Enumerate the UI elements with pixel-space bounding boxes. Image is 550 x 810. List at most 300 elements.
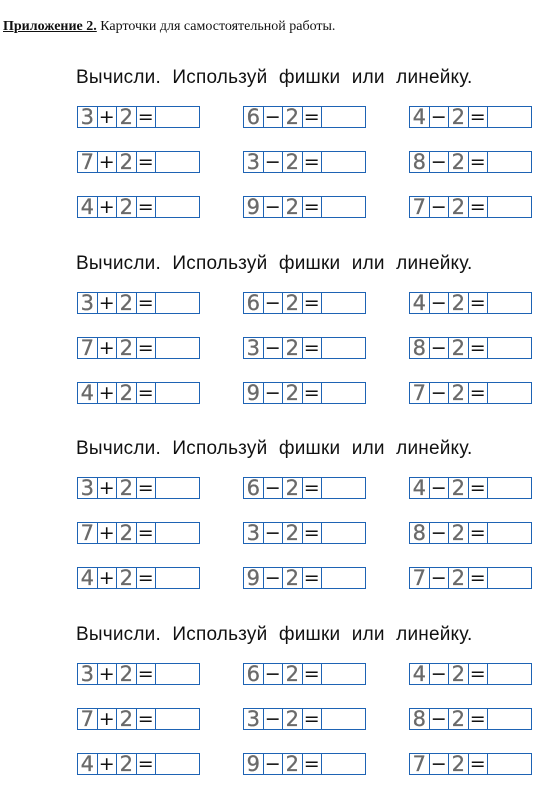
grid-cell [283,565,303,590]
operand-a: 4 [80,380,94,405]
operator-sign: + [98,105,115,128]
grid-cell [410,194,430,219]
equals-sign: = [303,752,320,775]
operator-sign: − [264,195,281,218]
grid-cell [430,107,450,127]
grid-cell [264,383,284,403]
grid-cell [410,335,430,360]
grid-cell [410,475,430,500]
grid-cell [78,751,98,776]
grid-cell [137,152,157,172]
operator-sign: − [264,476,281,499]
grid-cell [430,383,450,403]
appendix-header [3,18,335,36]
grid-cell [449,380,469,405]
operand-a: 9 [246,194,260,219]
grid-cell [449,706,469,731]
equals-sign: = [303,195,320,218]
equals-sign: = [469,105,486,128]
operand-a: 4 [80,194,94,219]
answer-cell[interactable] [156,197,199,217]
operand-b: 2 [285,194,299,219]
operator-sign: − [430,476,447,499]
grid-cell [430,478,450,498]
answer-cell[interactable] [488,338,531,358]
grid-cell [117,335,137,360]
grid-cell [410,565,430,590]
grid-cell [430,709,450,729]
answer-cell[interactable] [488,754,531,774]
grid-cell [78,520,98,545]
grid-cell [449,520,469,545]
operand-b: 2 [119,104,133,129]
operand-b: 2 [119,661,133,686]
grid-cell [98,338,118,358]
grid-cell [117,290,137,315]
grid-cell [410,751,430,776]
operand-b: 2 [285,290,299,315]
grid-cell [78,194,98,219]
grid-cell [117,380,137,405]
card-instruction: Вычисли. Используй фишки или линейку. [76,624,473,645]
equation-box [243,196,366,218]
operand-b: 2 [451,520,465,545]
operand-a: 4 [412,290,426,315]
equals-sign: = [303,381,320,404]
grid-cell [98,568,118,588]
operator-sign: − [264,381,281,404]
operand-a: 8 [412,149,426,174]
operator-sign: − [430,150,447,173]
equation-box [243,337,366,359]
answer-cell[interactable] [488,664,531,684]
operand-b: 2 [119,290,133,315]
grid-cell [244,520,264,545]
grid-cell [469,664,489,684]
equation-box [77,151,200,173]
grid-cell [410,661,430,686]
answer-cell[interactable] [156,709,199,729]
exercise-card [0,623,550,783]
grid-cell [303,478,323,498]
grid-cell [137,478,157,498]
equation-box [409,522,532,544]
grid-cell [98,383,118,403]
operator-sign: − [430,381,447,404]
operand-b: 2 [451,706,465,731]
operator-sign: + [98,150,115,173]
equals-sign: = [303,566,320,589]
equation-box [409,477,532,499]
answer-cell[interactable] [488,107,531,127]
answer-cell[interactable] [322,523,365,543]
grid-cell [469,107,489,127]
grid-cell [449,194,469,219]
grid-cell [303,523,323,543]
grid-cell [449,149,469,174]
operand-b: 2 [451,335,465,360]
operator-sign: − [264,662,281,685]
grid-cell [430,197,450,217]
operator-sign: − [264,336,281,359]
operand-b: 2 [119,520,133,545]
grid-cell [283,751,303,776]
grid-cell [449,661,469,686]
answer-cell[interactable] [488,293,531,313]
operator-sign: − [430,336,447,359]
grid-cell [469,152,489,172]
grid-cell [78,149,98,174]
grid-cell [244,194,264,219]
equation-box [243,382,366,404]
operand-b: 2 [451,194,465,219]
grid-cell [98,523,118,543]
equals-sign: = [469,291,486,314]
equals-sign: = [137,521,154,544]
grid-cell [244,380,264,405]
grid-cell [137,197,157,217]
equation-box [77,292,200,314]
grid-cell [283,290,303,315]
operand-a: 9 [246,380,260,405]
operator-sign: − [264,150,281,173]
operand-b: 2 [285,475,299,500]
answer-cell[interactable] [156,293,199,313]
equals-sign: = [303,336,320,359]
grid-cell [283,149,303,174]
exercise-card [0,437,550,597]
grid-cell [244,565,264,590]
grid-cell [117,194,137,219]
grid-cell [449,565,469,590]
answer-cell[interactable] [488,568,531,588]
grid-cell [410,290,430,315]
grid-cell [283,194,303,219]
equals-sign: = [469,195,486,218]
answer-cell[interactable] [156,383,199,403]
grid-cell [469,383,489,403]
equation-box [77,337,200,359]
operator-sign: + [98,381,115,404]
operator-sign: − [430,566,447,589]
grid-cell [449,335,469,360]
equation-box [409,196,532,218]
operator-sign: − [264,291,281,314]
operand-b: 2 [285,149,299,174]
equals-sign: = [469,566,486,589]
equation-box [243,292,366,314]
grid-cell [430,152,450,172]
answer-cell[interactable] [322,197,365,217]
grid-cell [430,293,450,313]
equation-box [409,663,532,685]
operand-b: 2 [285,520,299,545]
operand-a: 6 [246,475,260,500]
operand-b: 2 [285,565,299,590]
operand-b: 2 [119,706,133,731]
operand-b: 2 [285,706,299,731]
grid-cell [283,104,303,129]
grid-cell [78,475,98,500]
operand-a: 7 [80,520,94,545]
operand-a: 6 [246,104,260,129]
answer-cell[interactable] [156,152,199,172]
grid-cell [264,709,284,729]
equation-box [243,708,366,730]
equals-sign: = [469,707,486,730]
grid-cell [78,706,98,731]
grid-cell [137,523,157,543]
answer-cell[interactable] [156,478,199,498]
equals-sign: = [303,662,320,685]
operand-b: 2 [451,751,465,776]
grid-cell [264,478,284,498]
operand-a: 3 [246,520,260,545]
operator-sign: − [264,707,281,730]
equation-box [77,708,200,730]
exercise-card [0,66,550,226]
grid-cell [117,104,137,129]
operand-b: 2 [451,104,465,129]
exercise-card [0,252,550,412]
answer-cell[interactable] [322,338,365,358]
equals-sign: = [137,105,154,128]
grid-cell [244,661,264,686]
grid-cell [78,661,98,686]
equation-box [77,753,200,775]
grid-cell [410,104,430,129]
answer-cell[interactable] [488,709,531,729]
answer-cell[interactable] [156,754,199,774]
operator-sign: − [264,521,281,544]
operator-sign: + [98,521,115,544]
operand-a: 9 [246,751,260,776]
grid-cell [303,664,323,684]
grid-cell [303,383,323,403]
grid-cell [137,107,157,127]
operand-a: 8 [412,706,426,731]
operator-sign: + [98,662,115,685]
grid-cell [137,568,157,588]
operand-a: 4 [412,475,426,500]
answer-cell[interactable] [488,197,531,217]
operand-b: 2 [285,104,299,129]
grid-cell [264,754,284,774]
answer-cell[interactable] [156,338,199,358]
grid-cell [78,290,98,315]
equals-sign: = [303,291,320,314]
operand-a: 9 [246,565,260,590]
grid-cell [137,664,157,684]
grid-cell [244,475,264,500]
operand-b: 2 [451,565,465,590]
operator-sign: − [430,521,447,544]
grid-cell [469,478,489,498]
equals-sign: = [303,707,320,730]
equals-sign: = [469,752,486,775]
grid-cell [264,152,284,172]
grid-cell [117,149,137,174]
equals-sign: = [137,195,154,218]
grid-cell [303,709,323,729]
answer-cell[interactable] [322,107,365,127]
equation-box [77,522,200,544]
equals-sign: = [303,105,320,128]
equals-sign: = [137,752,154,775]
operand-b: 2 [119,149,133,174]
grid-cell [283,380,303,405]
grid-cell [469,568,489,588]
grid-cell [283,706,303,731]
grid-cell [244,290,264,315]
answer-cell[interactable] [488,478,531,498]
equals-sign: = [303,521,320,544]
equation-box [409,337,532,359]
grid-cell [98,664,118,684]
grid-cell [117,565,137,590]
operand-a: 4 [412,104,426,129]
operand-b: 2 [451,661,465,686]
grid-cell [430,338,450,358]
grid-cell [137,293,157,313]
grid-cell [303,754,323,774]
grid-cell [410,149,430,174]
operand-a: 3 [246,149,260,174]
answer-cell[interactable] [156,664,199,684]
operand-a: 3 [246,335,260,360]
grid-cell [410,706,430,731]
answer-cell[interactable] [322,664,365,684]
operand-b: 2 [451,149,465,174]
operand-b: 2 [119,475,133,500]
operand-a: 7 [412,565,426,590]
equation-box [243,753,366,775]
answer-cell[interactable] [322,754,365,774]
answer-cell[interactable] [488,383,531,403]
card-instruction: Вычисли. Используй фишки или линейку. [76,67,473,88]
grid-cell [264,568,284,588]
operand-b: 2 [285,335,299,360]
appendix-label: Приложение 2. [3,19,97,34]
equation-box [409,106,532,128]
equation-box [243,477,366,499]
operand-a: 8 [412,520,426,545]
operator-sign: − [264,752,281,775]
equation-box [409,567,532,589]
answer-cell[interactable] [488,152,531,172]
answer-cell[interactable] [488,523,531,543]
answer-cell[interactable] [156,107,199,127]
equals-sign: = [137,381,154,404]
grid-cell [303,338,323,358]
equation-box [409,151,532,173]
grid-cell [303,152,323,172]
answer-cell[interactable] [322,709,365,729]
grid-cell [137,338,157,358]
grid-cell [244,751,264,776]
operator-sign: − [430,662,447,685]
grid-cell [469,754,489,774]
operand-b: 2 [119,751,133,776]
equation-box [77,106,200,128]
grid-cell [469,338,489,358]
grid-cell [264,107,284,127]
grid-cell [244,149,264,174]
equals-sign: = [137,476,154,499]
equation-box [243,567,366,589]
answer-cell[interactable] [322,568,365,588]
operand-a: 4 [80,565,94,590]
grid-cell [78,335,98,360]
grid-cell [98,152,118,172]
operator-sign: + [98,336,115,359]
answer-cell[interactable] [156,523,199,543]
operator-sign: + [98,752,115,775]
operand-b: 2 [451,475,465,500]
operand-b: 2 [451,290,465,315]
grid-cell [137,709,157,729]
grid-cell [244,706,264,731]
operand-b: 2 [285,751,299,776]
grid-cell [449,290,469,315]
grid-cell [98,197,118,217]
grid-cell [283,335,303,360]
answer-cell[interactable] [322,152,365,172]
operator-sign: − [430,707,447,730]
grid-cell [98,754,118,774]
answer-cell[interactable] [322,478,365,498]
operand-a: 7 [80,149,94,174]
equals-sign: = [469,336,486,359]
grid-cell [117,706,137,731]
operand-b: 2 [451,380,465,405]
operator-sign: + [98,566,115,589]
grid-cell [430,664,450,684]
equation-box [409,382,532,404]
grid-cell [469,293,489,313]
answer-cell[interactable] [322,383,365,403]
equals-sign: = [303,150,320,173]
equals-sign: = [137,336,154,359]
operand-b: 2 [119,335,133,360]
grid-cell [303,107,323,127]
equals-sign: = [469,150,486,173]
answer-cell[interactable] [156,568,199,588]
grid-cell [98,107,118,127]
grid-cell [283,520,303,545]
operand-b: 2 [285,661,299,686]
grid-cell [117,520,137,545]
grid-cell [264,293,284,313]
equation-box [77,663,200,685]
operator-sign: − [430,195,447,218]
grid-cell [244,104,264,129]
grid-cell [303,293,323,313]
equals-sign: = [137,150,154,173]
grid-cell [283,475,303,500]
grid-cell [430,568,450,588]
grid-cell [78,380,98,405]
operand-b: 2 [285,380,299,405]
answer-cell[interactable] [322,293,365,313]
equals-sign: = [469,476,486,499]
grid-cell [78,104,98,129]
grid-cell [449,751,469,776]
grid-cell [469,709,489,729]
operator-sign: + [98,195,115,218]
equation-box [409,708,532,730]
equals-sign: = [303,476,320,499]
